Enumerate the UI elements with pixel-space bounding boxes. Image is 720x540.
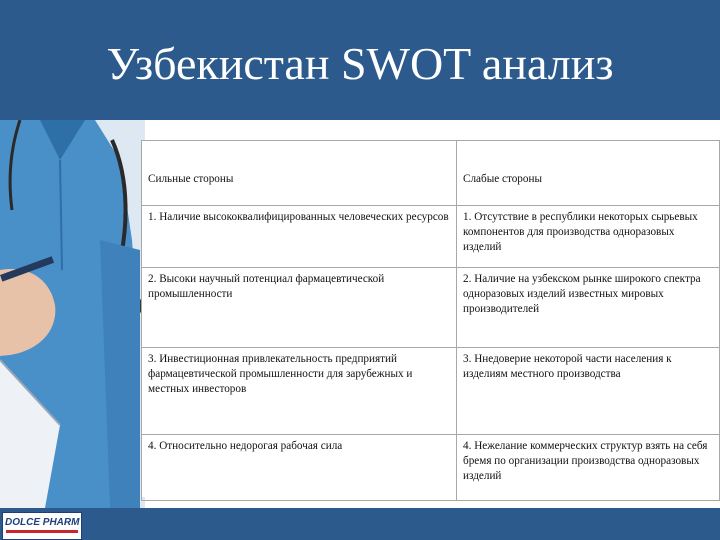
weakness-cell: 4. Нежелание коммерческих структур взять на себя бремя по организации производства одноразовых изделий <box>457 435 720 501</box>
table-header-row <box>142 141 720 206</box>
table-row <box>142 268 720 348</box>
swot-table <box>141 140 720 497</box>
slide-title: Узбекистан SWOT анализ <box>106 38 614 89</box>
dolce-pharm-logo <box>2 512 82 540</box>
footer-bar <box>0 508 720 540</box>
strength-cell: 4. Относительно недорогая рабочая сила <box>142 435 457 501</box>
table-row <box>142 435 720 501</box>
weaknesses-header: Слабые стороны <box>457 141 720 206</box>
weakness-cell: 1. Отсутствие в республики некоторых сырьевых компонентов для производства одноразовых изделий <box>457 206 720 268</box>
strength-cell: 2. Высоки научный потенциал фармацевтической промышленности <box>142 268 457 348</box>
table-row <box>142 348 720 435</box>
nurse-illustration <box>0 120 145 508</box>
strength-cell: 3. Инвестиционная привлекательность предприятий фармацевтической промышленности для зарубежных и местных инвесторов <box>142 348 457 435</box>
weakness-cell: 3. Ннедоверие некоторой части населения к изделиям местного производства <box>457 348 720 435</box>
logo-text: DOLCE PHARM <box>5 517 80 528</box>
weakness-cell: 2. Наличие на узбекском рынке широкого спектра одноразовых изделий известных мировых производителей <box>457 268 720 348</box>
table-row <box>142 206 720 268</box>
strength-cell: 1. Наличие высококвалифицированных человеческих ресурсов <box>142 206 457 268</box>
logo-stripe <box>6 530 78 533</box>
strengths-header: Сильные стороны <box>142 141 457 206</box>
nurse-photo <box>0 120 145 508</box>
swot-grid <box>141 140 720 501</box>
